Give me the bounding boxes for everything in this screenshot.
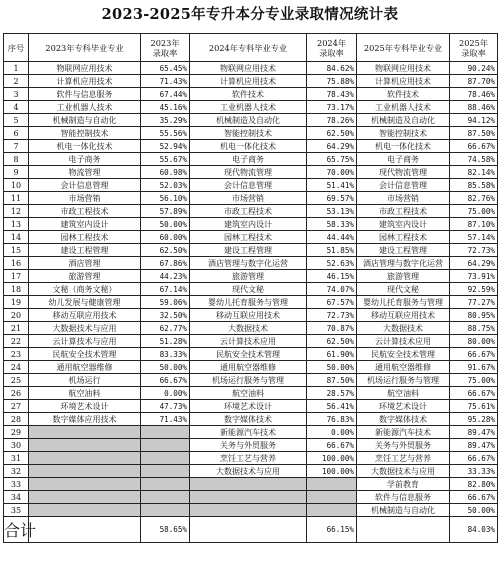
- rate-2023-cell: 56.10%: [141, 192, 190, 205]
- table-row: [4, 478, 498, 491]
- header-major-2024: 2024年专科毕业专业: [190, 34, 307, 62]
- major-2023-cell: 会计信息管理: [29, 179, 141, 192]
- rate-2024-cell: 51.85%: [307, 244, 357, 257]
- major-2023-cell: 文秘（商务文秘）: [29, 283, 141, 296]
- rate-2025-cell: 77.27%: [450, 296, 498, 309]
- rate-2025-cell: 80.00%: [450, 335, 498, 348]
- row-seq-cell: 28: [4, 413, 29, 426]
- rate-2023-cell: [141, 452, 190, 465]
- rate-2025-cell: 82.14%: [450, 166, 498, 179]
- rate-2023-cell: 67.86%: [141, 257, 190, 270]
- table-row: [4, 205, 498, 218]
- rate-2025-cell: 50.00%: [450, 504, 498, 517]
- table-row: [4, 114, 498, 127]
- rate-2023-cell: [141, 491, 190, 504]
- rate-2025-cell: 88.75%: [450, 322, 498, 335]
- total-blank-2023: [29, 517, 141, 543]
- rate-2025-cell: 78.46%: [450, 88, 498, 101]
- major-2024-cell: 工业机器人技术: [190, 101, 307, 114]
- row-seq-cell: 24: [4, 361, 29, 374]
- total-rate-2024: 66.15%: [307, 517, 357, 543]
- major-2023-cell: 云计算技术与应用: [29, 335, 141, 348]
- major-2024-cell: 烹饪工艺与营养: [190, 452, 307, 465]
- major-2023-cell: 建筑室内设计: [29, 218, 141, 231]
- major-2024-cell: [190, 504, 307, 517]
- major-2023-cell: 计算机应用技术: [29, 75, 141, 88]
- rate-2025-cell: 94.12%: [450, 114, 498, 127]
- row-seq-cell: 11: [4, 192, 29, 205]
- row-seq-cell: 5: [4, 114, 29, 127]
- major-2024-cell: 建设工程管理: [190, 244, 307, 257]
- major-2025-cell: 数字媒体技术: [357, 413, 450, 426]
- major-2025-cell: 关务与外贸服务: [357, 439, 450, 452]
- rate-2024-cell: 46.15%: [307, 270, 357, 283]
- row-seq-cell: 25: [4, 374, 29, 387]
- rate-2025-cell: 82.76%: [450, 192, 498, 205]
- rate-2024-cell: 74.07%: [307, 283, 357, 296]
- major-2025-cell: 云计算技术应用: [357, 335, 450, 348]
- row-seq-cell: 18: [4, 283, 29, 296]
- table-row: [4, 348, 498, 361]
- major-2025-cell: 机场运行服务与管理: [357, 374, 450, 387]
- major-2023-cell: 软件与信息服务: [29, 88, 141, 101]
- rate-2024-cell: 50.00%: [307, 361, 357, 374]
- major-2024-cell: 现代文秘: [190, 283, 307, 296]
- row-seq-cell: 2: [4, 75, 29, 88]
- major-2024-cell: 移动互联应用技术: [190, 309, 307, 322]
- row-seq-cell: 27: [4, 400, 29, 413]
- rate-2024-cell: 70.00%: [307, 166, 357, 179]
- major-2023-cell: 通用航空器维修: [29, 361, 141, 374]
- rate-2023-cell: 57.89%: [141, 205, 190, 218]
- table-row: [4, 296, 498, 309]
- total-row: [4, 517, 498, 543]
- rate-2024-cell: 56.41%: [307, 400, 357, 413]
- major-2023-cell: 环境艺术设计: [29, 400, 141, 413]
- rate-2023-cell: 62.50%: [141, 244, 190, 257]
- rate-2024-cell: 66.67%: [307, 439, 357, 452]
- rate-2024-cell: 62.50%: [307, 335, 357, 348]
- rate-2025-cell: 95.28%: [450, 413, 498, 426]
- major-2023-cell: 机械制造与自动化: [29, 114, 141, 127]
- rate-2024-cell: 64.29%: [307, 140, 357, 153]
- major-2025-cell: 移动互联应用技术: [357, 309, 450, 322]
- rate-2023-cell: 50.00%: [141, 361, 190, 374]
- major-2023-cell: 幼儿发展与健康管理: [29, 296, 141, 309]
- rate-2024-cell: 70.87%: [307, 322, 357, 335]
- major-2023-cell: 园林工程技术: [29, 231, 141, 244]
- major-2024-cell: 市场营销: [190, 192, 307, 205]
- rate-2023-cell: 50.00%: [141, 218, 190, 231]
- major-2024-cell: 电子商务: [190, 153, 307, 166]
- table-row: [4, 101, 498, 114]
- rate-2023-cell: [141, 504, 190, 517]
- rate-2024-cell: 72.73%: [307, 309, 357, 322]
- major-2024-cell: 酒店管理与数字化运营: [190, 257, 307, 270]
- rate-2024-cell: 52.63%: [307, 257, 357, 270]
- rate-2024-cell: 100.00%: [307, 452, 357, 465]
- rate-2023-cell: 71.43%: [141, 75, 190, 88]
- rate-2025-cell: 87.70%: [450, 75, 498, 88]
- major-2025-cell: 软件技术: [357, 88, 450, 101]
- header-rate-2023: 2023年 录取率: [141, 34, 190, 62]
- table-row: [4, 322, 498, 335]
- rate-2025-cell: 92.59%: [450, 283, 498, 296]
- rate-2024-cell: 75.88%: [307, 75, 357, 88]
- table-row: [4, 127, 498, 140]
- major-2023-cell: 物流管理: [29, 166, 141, 179]
- row-seq-cell: 30: [4, 439, 29, 452]
- major-2024-cell: 婴幼儿托育服务与管理: [190, 296, 307, 309]
- table-row: [4, 218, 498, 231]
- row-seq-cell: 19: [4, 296, 29, 309]
- table-row: [4, 426, 498, 439]
- major-2025-cell: 酒店管理与数字化运营: [357, 257, 450, 270]
- row-seq-cell: 22: [4, 335, 29, 348]
- major-2024-cell: 机电一体化技术: [190, 140, 307, 153]
- major-2024-cell: 园林工程技术: [190, 231, 307, 244]
- rate-2023-cell: 67.14%: [141, 283, 190, 296]
- table-row: [4, 62, 498, 75]
- rate-2025-cell: 64.29%: [450, 257, 498, 270]
- major-2025-cell: 现代物流管理: [357, 166, 450, 179]
- row-seq-cell: 23: [4, 348, 29, 361]
- major-2024-cell: 关务与外贸服务: [190, 439, 307, 452]
- rate-2025-cell: 82.80%: [450, 478, 498, 491]
- total-label: 合计: [4, 517, 29, 543]
- rate-2024-cell: 100.00%: [307, 465, 357, 478]
- rate-2025-cell: 75.61%: [450, 400, 498, 413]
- rate-2023-cell: 0.00%: [141, 387, 190, 400]
- rate-2024-cell: 61.90%: [307, 348, 357, 361]
- major-2023-cell: [29, 504, 141, 517]
- row-seq-cell: 10: [4, 179, 29, 192]
- rate-2023-cell: [141, 465, 190, 478]
- rate-2025-cell: 74.58%: [450, 153, 498, 166]
- major-2023-cell: 移动互联应用技术: [29, 309, 141, 322]
- row-seq-cell: 14: [4, 231, 29, 244]
- rate-2025-cell: 88.46%: [450, 101, 498, 114]
- major-2025-cell: 现代文秘: [357, 283, 450, 296]
- rate-2023-cell: 59.06%: [141, 296, 190, 309]
- rate-2024-cell: 73.17%: [307, 101, 357, 114]
- row-seq-cell: 3: [4, 88, 29, 101]
- major-2024-cell: 建筑室内设计: [190, 218, 307, 231]
- row-seq-cell: 1: [4, 62, 29, 75]
- rate-2025-cell: 89.47%: [450, 439, 498, 452]
- header-rate-2024: 2024年 录取率: [307, 34, 357, 62]
- major-2025-cell: 婴幼儿托育服务与管理: [357, 296, 450, 309]
- major-2023-cell: [29, 491, 141, 504]
- rate-2025-cell: 75.00%: [450, 205, 498, 218]
- major-2023-cell: 市政工程技术: [29, 205, 141, 218]
- rate-2024-cell: 78.43%: [307, 88, 357, 101]
- major-2024-cell: 会计信息管理: [190, 179, 307, 192]
- major-2024-cell: 云计算技术应用: [190, 335, 307, 348]
- table-row: [4, 465, 498, 478]
- rate-2024-cell: 84.62%: [307, 62, 357, 75]
- table-row: [4, 439, 498, 452]
- major-2023-cell: 智能控制技术: [29, 127, 141, 140]
- major-2023-cell: 市场营销: [29, 192, 141, 205]
- table-row: [4, 270, 498, 283]
- rate-2025-cell: 89.47%: [450, 426, 498, 439]
- major-2024-cell: 通用航空器维修: [190, 361, 307, 374]
- major-2025-cell: 市政工程技术: [357, 205, 450, 218]
- table-row: [4, 75, 498, 88]
- header-rate-2025: 2025年 录取率: [450, 34, 498, 62]
- major-2023-cell: [29, 426, 141, 439]
- major-2023-cell: 大数据技术与应用: [29, 322, 141, 335]
- major-2023-cell: 酒店管理: [29, 257, 141, 270]
- major-2024-cell: 物联网应用技术: [190, 62, 307, 75]
- major-2025-cell: 物联网应用技术: [357, 62, 450, 75]
- major-2025-cell: 电子商务: [357, 153, 450, 166]
- major-2025-cell: 工业机器人技术: [357, 101, 450, 114]
- row-seq-cell: 7: [4, 140, 29, 153]
- row-seq-cell: 16: [4, 257, 29, 270]
- major-2025-cell: 旅游管理: [357, 270, 450, 283]
- admission-rate-table: [3, 33, 498, 543]
- rate-2023-cell: [141, 478, 190, 491]
- major-2025-cell: 机电一体化技术: [357, 140, 450, 153]
- rate-2023-cell: 51.28%: [141, 335, 190, 348]
- rate-2025-cell: 80.95%: [450, 309, 498, 322]
- rate-2024-cell: 28.57%: [307, 387, 357, 400]
- major-2023-cell: [29, 478, 141, 491]
- rate-2024-cell: 44.44%: [307, 231, 357, 244]
- major-2025-cell: 建筑室内设计: [357, 218, 450, 231]
- table-row: [4, 257, 498, 270]
- major-2023-cell: [29, 439, 141, 452]
- rate-2023-cell: 67.44%: [141, 88, 190, 101]
- rate-2025-cell: 66.67%: [450, 387, 498, 400]
- rate-2024-cell: 58.33%: [307, 218, 357, 231]
- rate-2024-cell: 62.50%: [307, 127, 357, 140]
- major-2025-cell: 大数据技术与应用: [357, 465, 450, 478]
- table-row: [4, 244, 498, 257]
- major-2024-cell: [190, 491, 307, 504]
- major-2025-cell: 航空油料: [357, 387, 450, 400]
- rate-2025-cell: 75.00%: [450, 374, 498, 387]
- rate-2024-cell: 65.75%: [307, 153, 357, 166]
- table-row: [4, 140, 498, 153]
- row-seq-cell: 21: [4, 322, 29, 335]
- major-2025-cell: 建设工程管理: [357, 244, 450, 257]
- rate-2025-cell: 33.33%: [450, 465, 498, 478]
- major-2023-cell: 机场运行: [29, 374, 141, 387]
- rate-2023-cell: 52.03%: [141, 179, 190, 192]
- rate-2025-cell: 87.10%: [450, 218, 498, 231]
- table-row: [4, 361, 498, 374]
- major-2024-cell: [190, 478, 307, 491]
- rate-2023-cell: 71.43%: [141, 413, 190, 426]
- rate-2023-cell: 47.73%: [141, 400, 190, 413]
- major-2024-cell: 机场运行服务与管理: [190, 374, 307, 387]
- major-2025-cell: 大数据技术: [357, 322, 450, 335]
- row-seq-cell: 13: [4, 218, 29, 231]
- major-2024-cell: 市政工程技术: [190, 205, 307, 218]
- major-2025-cell: 计算机应用技术: [357, 75, 450, 88]
- rate-2024-cell: [307, 491, 357, 504]
- major-2024-cell: 计算机应用技术: [190, 75, 307, 88]
- table-row: [4, 504, 498, 517]
- rate-2024-cell: [307, 504, 357, 517]
- table-row: [4, 387, 498, 400]
- major-2024-cell: 航空油料: [190, 387, 307, 400]
- major-2025-cell: 学前教育: [357, 478, 450, 491]
- table-row: [4, 231, 498, 244]
- row-seq-cell: 9: [4, 166, 29, 179]
- table-row: [4, 452, 498, 465]
- rate-2025-cell: 66.67%: [450, 491, 498, 504]
- major-2023-cell: 建设工程管理: [29, 244, 141, 257]
- table-row: [4, 374, 498, 387]
- row-seq-cell: 8: [4, 153, 29, 166]
- rate-2024-cell: 67.57%: [307, 296, 357, 309]
- rate-2025-cell: 72.73%: [450, 244, 498, 257]
- table-row: [4, 335, 498, 348]
- major-2023-cell: 民航安全技术管理: [29, 348, 141, 361]
- major-2025-cell: 园林工程技术: [357, 231, 450, 244]
- major-2024-cell: 大数据技术与应用: [190, 465, 307, 478]
- total-blank-2024: [190, 517, 307, 543]
- rate-2023-cell: 60.00%: [141, 231, 190, 244]
- major-2024-cell: 新能源汽车技术: [190, 426, 307, 439]
- row-seq-cell: 31: [4, 452, 29, 465]
- major-2024-cell: 现代物流管理: [190, 166, 307, 179]
- rate-2023-cell: 44.23%: [141, 270, 190, 283]
- rate-2023-cell: 55.56%: [141, 127, 190, 140]
- rate-2025-cell: 66.67%: [450, 348, 498, 361]
- rate-2024-cell: 0.00%: [307, 426, 357, 439]
- rate-2024-cell: 69.57%: [307, 192, 357, 205]
- rate-2025-cell: 91.67%: [450, 361, 498, 374]
- major-2023-cell: 旅游管理: [29, 270, 141, 283]
- major-2024-cell: 软件技术: [190, 88, 307, 101]
- rate-2025-cell: 85.58%: [450, 179, 498, 192]
- row-seq-cell: 15: [4, 244, 29, 257]
- rate-2025-cell: 87.50%: [450, 127, 498, 140]
- major-2025-cell: 通用航空器维修: [357, 361, 450, 374]
- rate-2024-cell: 76.83%: [307, 413, 357, 426]
- table-row: [4, 400, 498, 413]
- table-body: [4, 62, 498, 517]
- major-2025-cell: 软件与信息服务: [357, 491, 450, 504]
- major-2023-cell: 航空油料: [29, 387, 141, 400]
- row-seq-cell: 34: [4, 491, 29, 504]
- header-seq: 序号: [4, 34, 29, 62]
- major-2023-cell: 数字媒体应用技术: [29, 413, 141, 426]
- major-2025-cell: 民航安全技术管理: [357, 348, 450, 361]
- major-2023-cell: 工业机器人技术: [29, 101, 141, 114]
- total-blank-2025: [357, 517, 450, 543]
- rate-2024-cell: [307, 478, 357, 491]
- rate-2023-cell: 65.45%: [141, 62, 190, 75]
- row-seq-cell: 6: [4, 127, 29, 140]
- row-seq-cell: 4: [4, 101, 29, 114]
- rate-2024-cell: 87.50%: [307, 374, 357, 387]
- table-row: [4, 283, 498, 296]
- table-row: [4, 88, 498, 101]
- major-2025-cell: 机械制造与自动化: [357, 504, 450, 517]
- row-seq-cell: 12: [4, 205, 29, 218]
- major-2025-cell: 会计信息管理: [357, 179, 450, 192]
- row-seq-cell: 35: [4, 504, 29, 517]
- total-rate-2025: 84.03%: [450, 517, 498, 543]
- rate-2023-cell: 83.33%: [141, 348, 190, 361]
- table-row: [4, 491, 498, 504]
- rate-2023-cell: 55.67%: [141, 153, 190, 166]
- major-2024-cell: 机械制造及自动化: [190, 114, 307, 127]
- rate-2024-cell: 51.41%: [307, 179, 357, 192]
- major-2025-cell: 烹饪工艺与营养: [357, 452, 450, 465]
- rate-2025-cell: 57.14%: [450, 231, 498, 244]
- row-seq-cell: 33: [4, 478, 29, 491]
- major-2024-cell: 大数据技术: [190, 322, 307, 335]
- table-row: [4, 179, 498, 192]
- table-row: [4, 153, 498, 166]
- row-seq-cell: 17: [4, 270, 29, 283]
- rate-2023-cell: 66.67%: [141, 374, 190, 387]
- rate-2025-cell: 66.67%: [450, 140, 498, 153]
- rate-2023-cell: 35.29%: [141, 114, 190, 127]
- rate-2023-cell: 45.16%: [141, 101, 190, 114]
- major-2024-cell: 数字媒体技术: [190, 413, 307, 426]
- row-seq-cell: 32: [4, 465, 29, 478]
- total-rate-2023: 58.65%: [141, 517, 190, 543]
- rate-2024-cell: 53.13%: [307, 205, 357, 218]
- table-row: [4, 192, 498, 205]
- rate-2025-cell: 66.67%: [450, 452, 498, 465]
- header-major-2025: 2025年专科毕业专业: [357, 34, 450, 62]
- table-header-row: [4, 34, 498, 62]
- major-2023-cell: 机电一体化技术: [29, 140, 141, 153]
- major-2024-cell: 民航安全技术管理: [190, 348, 307, 361]
- major-2023-cell: 物联网应用技术: [29, 62, 141, 75]
- rate-2023-cell: 32.50%: [141, 309, 190, 322]
- major-2025-cell: 环境艺术设计: [357, 400, 450, 413]
- major-2025-cell: 机械制造及自动化: [357, 114, 450, 127]
- major-2023-cell: 电子商务: [29, 153, 141, 166]
- rate-2023-cell: 60.98%: [141, 166, 190, 179]
- table-row: [4, 413, 498, 426]
- row-seq-cell: 26: [4, 387, 29, 400]
- major-2025-cell: 市场营销: [357, 192, 450, 205]
- rate-2023-cell: [141, 439, 190, 452]
- rate-2023-cell: 52.94%: [141, 140, 190, 153]
- rate-2024-cell: 78.26%: [307, 114, 357, 127]
- rate-2023-cell: [141, 426, 190, 439]
- page-title: 2023-2025年专升本分专业录取情况统计表: [101, 6, 399, 23]
- major-2023-cell: [29, 465, 141, 478]
- major-2025-cell: 新能源汽车技术: [357, 426, 450, 439]
- row-seq-cell: 20: [4, 309, 29, 322]
- table-row: [4, 309, 498, 322]
- major-2024-cell: 环境艺术设计: [190, 400, 307, 413]
- rate-2025-cell: 90.24%: [450, 62, 498, 75]
- header-major-2023: 2023年专科毕业专业: [29, 34, 141, 62]
- major-2024-cell: 旅游管理: [190, 270, 307, 283]
- major-2024-cell: 智能控制技术: [190, 127, 307, 140]
- rate-2023-cell: 62.77%: [141, 322, 190, 335]
- major-2025-cell: 智能控制技术: [357, 127, 450, 140]
- table-row: [4, 166, 498, 179]
- row-seq-cell: 29: [4, 426, 29, 439]
- major-2023-cell: [29, 452, 141, 465]
- rate-2025-cell: 73.91%: [450, 270, 498, 283]
